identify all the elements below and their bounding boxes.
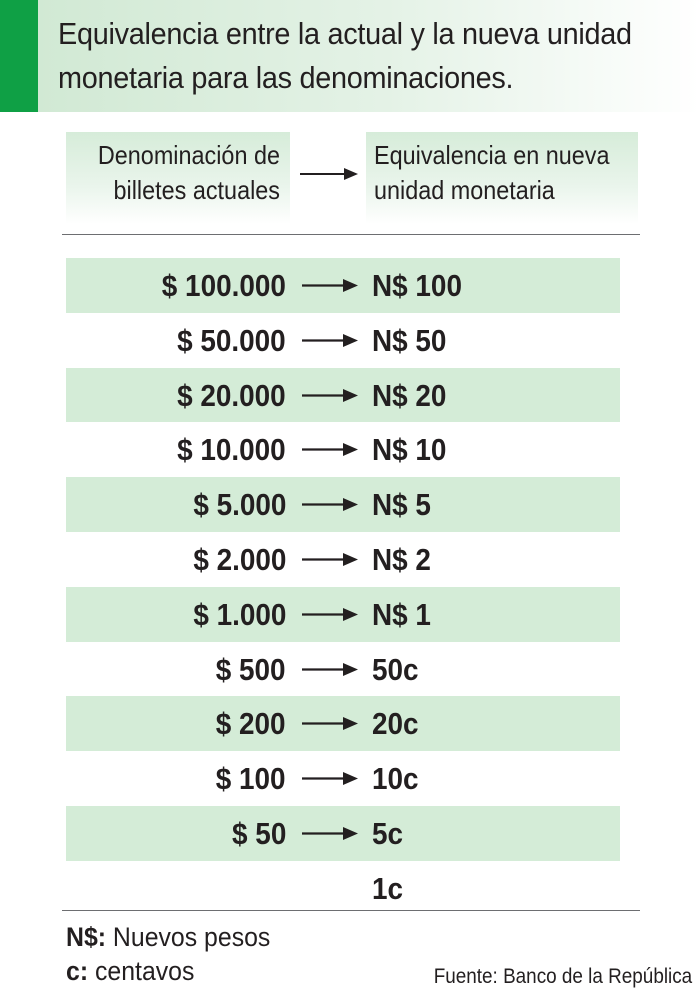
- table-row: [66, 313, 620, 368]
- table-row: [66, 696, 620, 751]
- table-row: [66, 532, 620, 587]
- legend-term: c:: [66, 956, 89, 986]
- new-equivalence: N$ 50: [372, 322, 447, 358]
- new-equivalence: N$ 10: [372, 432, 447, 468]
- column-header-current: [66, 132, 290, 224]
- right-arrow-icon: [302, 551, 358, 568]
- table-row: [66, 642, 620, 697]
- current-denomination: $ 100.000: [161, 268, 286, 303]
- column-header-new-line2: unidad monetaria: [374, 175, 555, 205]
- column-header-new-line1: Equivalencia en nueva: [374, 140, 610, 170]
- legend-term: N$:: [66, 922, 107, 952]
- right-arrow-icon: [302, 661, 358, 678]
- legend-text: centavos: [88, 956, 195, 986]
- column-header-current-line1: Denominación de: [97, 140, 280, 170]
- right-arrow-icon: [302, 770, 358, 787]
- table-row: [66, 806, 620, 861]
- new-equivalence: N$ 1: [372, 596, 431, 632]
- new-equivalence: 20c: [372, 706, 419, 742]
- page-title: Equivalencia entre la actual y la nueva unidad monetaria para las denominaciones.: [58, 16, 632, 95]
- current-denomination: $ 50.000: [177, 322, 286, 358]
- right-arrow-icon: [302, 715, 358, 732]
- right-arrow-icon: [302, 496, 358, 513]
- title-accent-bar: [0, 0, 38, 112]
- current-denomination: $ 1.000: [192, 596, 286, 632]
- current-denomination: $ 2.000: [192, 541, 286, 577]
- table-row: [66, 368, 620, 423]
- column-header-current-line2: billetes actuales: [113, 175, 281, 205]
- divider-top: [62, 234, 640, 235]
- right-arrow-icon: [302, 825, 358, 842]
- legend-text: Nuevos pesos: [106, 922, 271, 952]
- right-arrow-icon: [302, 332, 358, 349]
- new-equivalence: 10c: [372, 761, 419, 797]
- current-denomination: $ 20.000: [177, 377, 286, 413]
- legend: [66, 920, 270, 988]
- right-arrow-icon: [302, 277, 358, 294]
- new-equivalence: 5c: [372, 815, 404, 851]
- table-row: [66, 861, 620, 916]
- current-denomination: $ 5.000: [192, 487, 286, 523]
- table-row: [66, 477, 620, 532]
- new-equivalence: 50c: [372, 651, 419, 687]
- equivalence-table: [66, 258, 620, 916]
- legend-item-nuevos-pesos: [66, 920, 270, 954]
- divider-bottom: [62, 910, 640, 911]
- title-banner: [0, 0, 700, 112]
- new-equivalence: N$ 20: [372, 377, 447, 413]
- legend-item-centavos: [66, 954, 270, 988]
- column-header-new: [366, 132, 638, 224]
- table-row: [66, 422, 620, 477]
- current-denomination: $ 500: [216, 651, 286, 687]
- new-equivalence: 1c: [372, 870, 404, 906]
- table-row: [66, 258, 620, 313]
- source-note: Fuente: Banco de la República: [433, 965, 692, 988]
- right-arrow-icon: [302, 441, 358, 458]
- new-equivalence: N$ 5: [372, 487, 431, 523]
- table-row: [66, 587, 620, 642]
- current-denomination: $ 100: [216, 761, 286, 797]
- new-equivalence: N$ 2: [372, 541, 431, 577]
- current-denomination: $ 50: [231, 815, 286, 851]
- new-equivalence: N$ 100: [372, 268, 462, 303]
- right-arrow-icon: [302, 606, 358, 623]
- right-arrow-icon: [300, 166, 358, 182]
- right-arrow-icon: [302, 387, 358, 404]
- current-denomination: $ 200: [216, 706, 286, 742]
- current-denomination: $ 10.000: [177, 432, 286, 468]
- table-row: [66, 751, 620, 806]
